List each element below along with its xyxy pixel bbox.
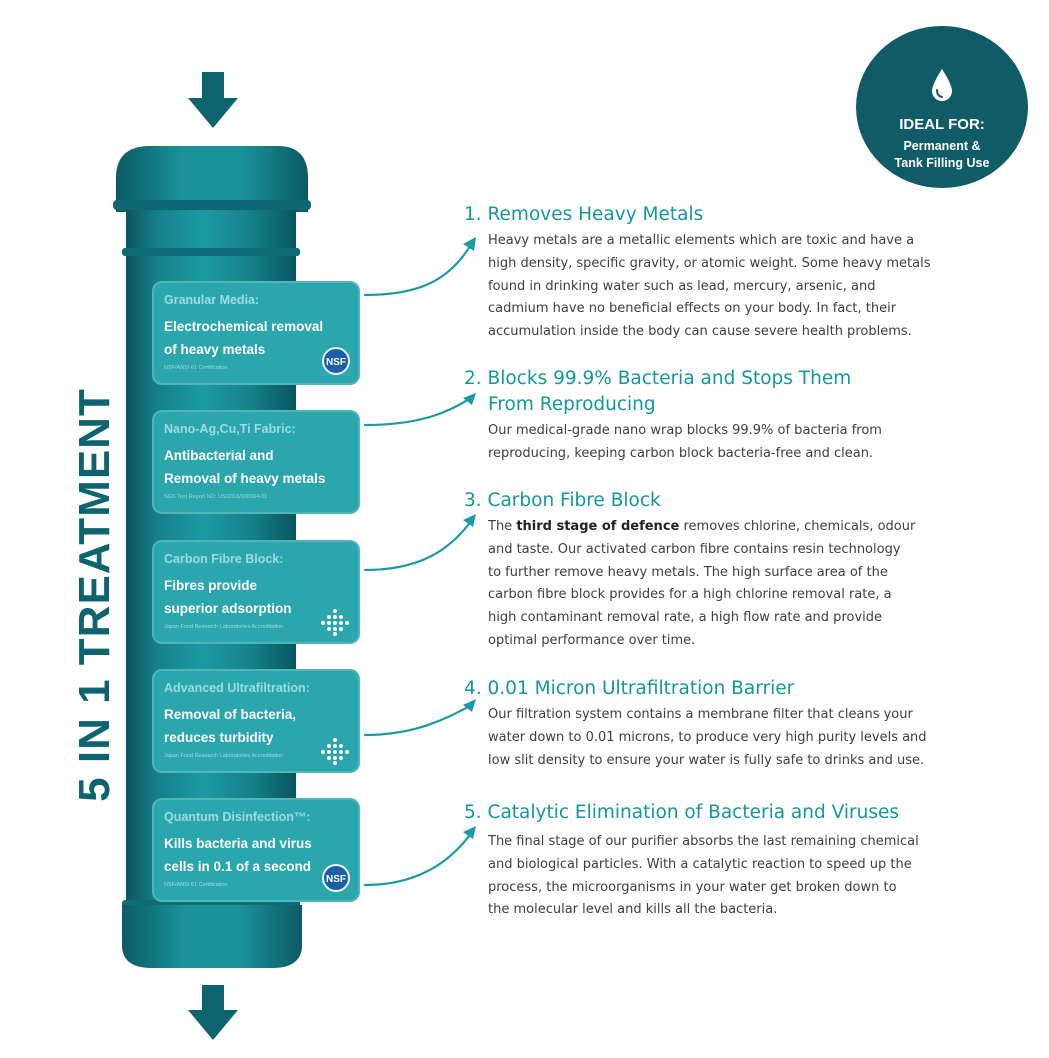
- stage-card-ultrafiltration: [152, 669, 360, 773]
- stage-description-line: Fibres provide: [164, 578, 258, 593]
- stage-name: Granular Media:: [164, 293, 260, 307]
- nsf-logo: NSF: [322, 864, 350, 892]
- feature-heading-5: 5. Catalytic Elimination of Bacteria and Viruses: [464, 802, 899, 823]
- feature-line: carbon fibre block provides for a high chlorine removal rate, a: [488, 587, 892, 603]
- stage-certification: NSF/ANSI 61 Certification: [164, 365, 228, 371]
- title-text: 5 IN 1 TREATMENT: [70, 388, 119, 802]
- nsf-logo: NSF: [322, 347, 350, 375]
- feature-heading-4: 4. 0.01 Micron Ultrafiltration Barrier: [464, 678, 795, 699]
- badge-heading: IDEAL FOR:: [899, 116, 985, 133]
- stage-card-quantum-disinfection: [152, 798, 360, 902]
- feature-line: Our filtration system contains a membrane filter that cleans your: [488, 707, 913, 722]
- feature-heading-3: 3. Carbon Fibre Block: [464, 490, 661, 511]
- feature-line: The final stage of our purifier absorbs the last remaining chemical: [488, 834, 919, 849]
- stage-name: Nano-Ag,Cu,Ti Fabric:: [164, 422, 296, 436]
- stage-description: [164, 832, 350, 878]
- feature-line: Heavy metals are a metallic elements which are toxic and have a: [488, 233, 915, 248]
- feature-body-2: [488, 420, 1018, 466]
- feature-line: optimal performance over time.: [488, 632, 696, 648]
- inflow-arrow-icon: [188, 72, 238, 128]
- stage-certification: SGS Test Report NO: US/2016/900064-01: [164, 494, 268, 500]
- stage-name: Carbon Fibre Block:: [164, 552, 284, 566]
- feature-body-3: [488, 516, 1018, 653]
- stage-description-line: Removal of bacteria,: [164, 707, 297, 722]
- water-drop-icon: [931, 68, 953, 102]
- stage-description-line: Electrochemical removal: [164, 319, 324, 334]
- stage-certification: Japan Food Research Laboratories Accreditation: [164, 624, 284, 630]
- stage-description-line: Kills bacteria and virus: [164, 836, 312, 851]
- feature-text: removes chlorine, chemicals, odour: [679, 519, 916, 534]
- stage-description-line: reduces turbidity: [164, 730, 274, 745]
- feature-heading-2: 2. Blocks 99.9% Bacteria and Stops Them: [464, 368, 852, 389]
- stage-certification: Japan Food Research Laboratories Accreditation: [164, 753, 284, 759]
- stage-name: Advanced Ultrafiltration:: [164, 681, 310, 695]
- stage-description-line: Antibacterial and: [164, 448, 274, 463]
- feature-line: accumulation inside the body can cause severe health problems.: [488, 324, 912, 340]
- feature-line: to further remove heavy metals. The high surface area of the: [488, 564, 888, 580]
- stage-description-line: Removal of heavy metals: [164, 471, 326, 486]
- feature-line: cadmium have no beneficial effects on your body. In fact, their: [488, 301, 897, 317]
- stage-description-line: cells in 0.1 of a second: [164, 859, 312, 874]
- feature-line: water down to 0.01 microns, to produce very high purity levels and: [488, 729, 927, 745]
- feature-text: The: [488, 519, 517, 534]
- feature-body-5: [488, 831, 1018, 922]
- feature-body-4: [488, 704, 1018, 772]
- feature-emphasis: third stage of defence: [516, 519, 680, 534]
- feature-line: low slit density to ensure your water is fully safe to drinks and use.: [488, 752, 925, 768]
- feature-body-1: [488, 230, 1018, 344]
- badge-text: [856, 138, 1028, 172]
- feature-line: high contaminant removal rate, a high flow rate and provide: [488, 610, 883, 626]
- feature-line: found in drinking water such as lead, mercury, arsenic, and: [488, 278, 876, 294]
- feature-line: process, the microorganisms in your water get broken down to: [488, 879, 897, 895]
- feature-heading-2-cont: From Reproducing: [488, 394, 656, 415]
- badge-line-1: Permanent &: [903, 139, 981, 153]
- jfrl-logo-icon: [320, 737, 350, 765]
- stage-card-carbon-fibre-block: [152, 540, 360, 644]
- badge-line-2: Tank Filling Use: [894, 156, 990, 170]
- feature-line: and biological particles. With a catalytic reaction to speed up the: [488, 856, 912, 872]
- stage-description-line: of heavy metals: [164, 342, 266, 357]
- outflow-arrow-icon: [188, 985, 238, 1040]
- stage-description-line: superior adsorption: [164, 601, 292, 616]
- stage-description: [164, 444, 350, 490]
- stage-card-granular-media: [152, 281, 360, 385]
- stage-certification: NSF/ANSI 61 Certification: [164, 882, 228, 888]
- feature-line: and taste. Our activated carbon fibre contains resin technology: [488, 541, 901, 557]
- feature-line: high density, specific gravity, or atomic weight. Some heavy metals: [488, 255, 931, 271]
- feature-line: the molecular level and kills all the bacteria.: [488, 902, 778, 918]
- stage-card-nano-fabric: [152, 410, 360, 514]
- feature-line: reproducing, keeping carbon block bacteria-free and clean.: [488, 445, 874, 461]
- ideal-for-badge: [856, 26, 1028, 188]
- feature-line: Our medical-grade nano wrap blocks 99.9% of bacteria from: [488, 423, 882, 438]
- feature-line: [488, 516, 1018, 539]
- stage-name: Quantum Disinfection™:: [164, 810, 311, 824]
- jfrl-logo-icon: [320, 608, 350, 636]
- feature-heading-1: 1. Removes Heavy Metals: [464, 204, 704, 225]
- stage-description: [164, 315, 350, 361]
